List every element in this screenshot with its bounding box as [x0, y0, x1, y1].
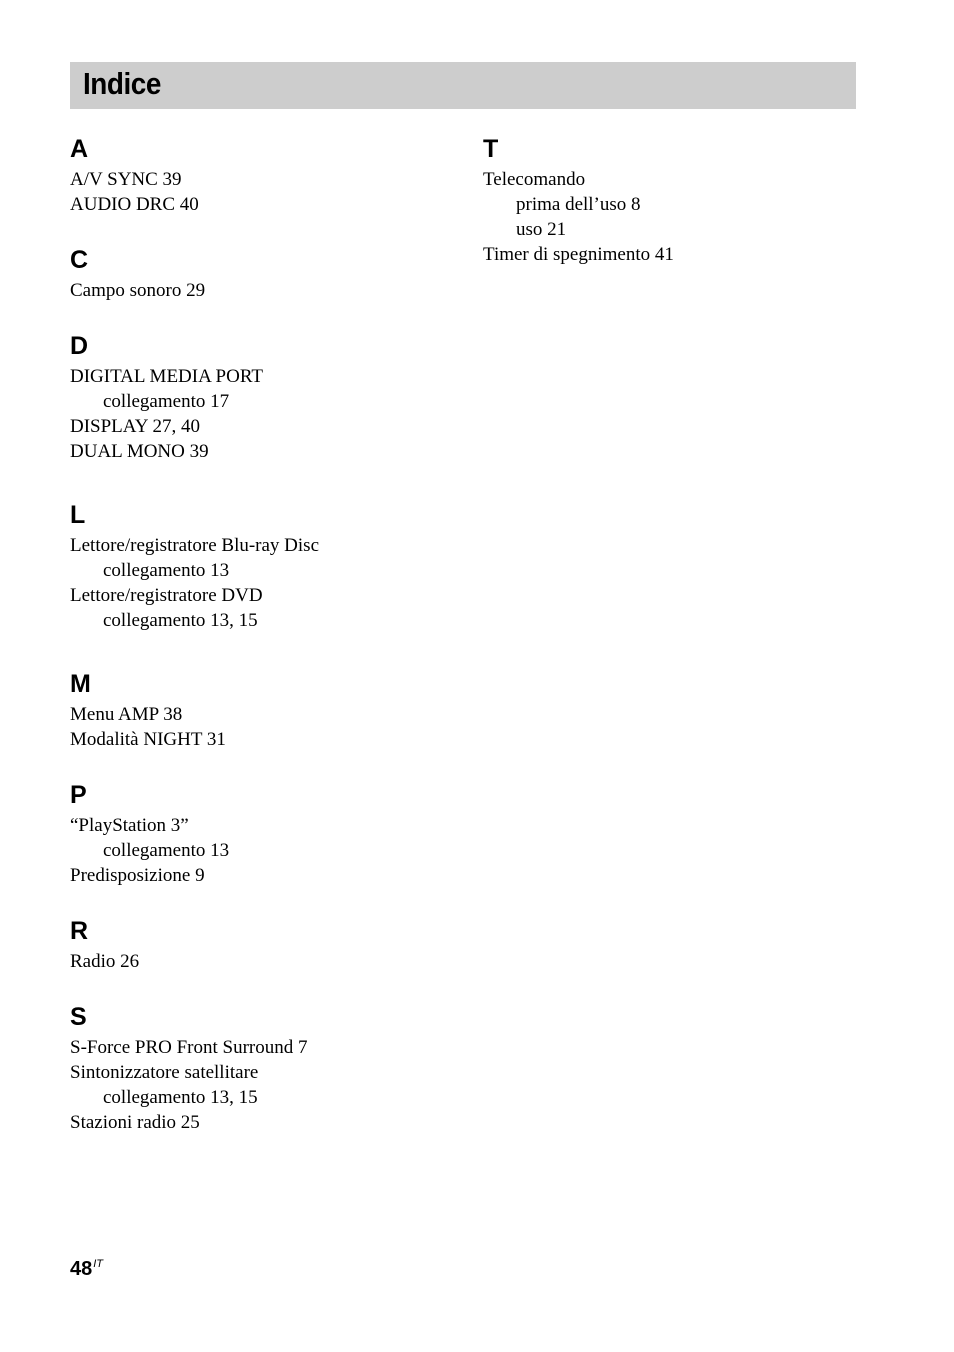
section-spacer [70, 974, 470, 1000]
index-section-m [70, 667, 470, 752]
index-section-d [70, 329, 470, 464]
page-number-value: 48 [70, 1258, 93, 1280]
index-entry: Sintonizzatore satellitare [70, 1062, 259, 1083]
index-entry: Menu AMP 38 [70, 704, 183, 725]
index-entry: DUAL MONO 39 [70, 441, 209, 462]
index-entry: Telecomando [483, 169, 586, 190]
section-letter: T [483, 135, 499, 163]
section-letter: A [70, 135, 89, 163]
index-entry: A/V SYNC 39 [70, 169, 182, 190]
index-entry: DISPLAY 27, 40 [70, 416, 201, 437]
index-entry: AUDIO DRC 40 [70, 194, 199, 215]
index-section-c [70, 243, 470, 303]
index-section-l [70, 498, 470, 633]
section-letter: C [70, 246, 89, 274]
index-subentry: collegamento 13 [103, 840, 230, 861]
section-letter: R [70, 917, 89, 945]
index-section-t [483, 132, 883, 267]
index-entry: Radio 26 [70, 951, 140, 972]
index-entry: Lettore/registratore Blu-ray Disc [70, 535, 320, 556]
index-entry: S-Force PRO Front Surround 7 [70, 1037, 308, 1058]
index-section-s [70, 1000, 470, 1135]
index-subentry: collegamento 13 [103, 560, 230, 581]
section-spacer [70, 464, 470, 498]
index-entry: Stazioni radio 25 [70, 1112, 200, 1133]
section-spacer [70, 633, 470, 667]
section-letter: M [70, 670, 91, 698]
section-letter: L [70, 501, 86, 529]
section-spacer [70, 303, 470, 329]
index-subentry: collegamento 17 [103, 391, 230, 412]
index-subentry: uso 21 [516, 219, 567, 240]
index-section-p [70, 778, 470, 888]
section-spacer [70, 217, 470, 243]
index-column-right [483, 132, 883, 267]
section-letter: D [70, 332, 89, 360]
index-entry: Lettore/registratore DVD [70, 585, 263, 606]
index-entry: Campo sonoro 29 [70, 280, 206, 301]
section-spacer [70, 752, 470, 778]
section-letter: P [70, 781, 87, 809]
section-spacer [70, 888, 470, 914]
index-subentry: prima dell’uso 8 [516, 194, 641, 215]
index-subentry: collegamento 13, 15 [103, 610, 258, 631]
index-column-left [70, 132, 470, 1135]
index-entry: Modalità NIGHT 31 [70, 729, 226, 750]
index-entry: “PlayStation 3” [70, 815, 189, 836]
page-title: Indice [83, 66, 161, 101]
index-section-r [70, 914, 470, 974]
section-letter: S [70, 1003, 87, 1031]
page-number [70, 1258, 103, 1281]
language-code: IT [93, 1258, 104, 1270]
title-bar [70, 62, 856, 109]
index-section-a [70, 132, 470, 217]
index-entry: Timer di spegnimento 41 [483, 244, 674, 265]
index-entry: DIGITAL MEDIA PORT [70, 366, 263, 387]
index-subentry: collegamento 13, 15 [103, 1087, 258, 1108]
index-entry: Predisposizione 9 [70, 865, 205, 886]
